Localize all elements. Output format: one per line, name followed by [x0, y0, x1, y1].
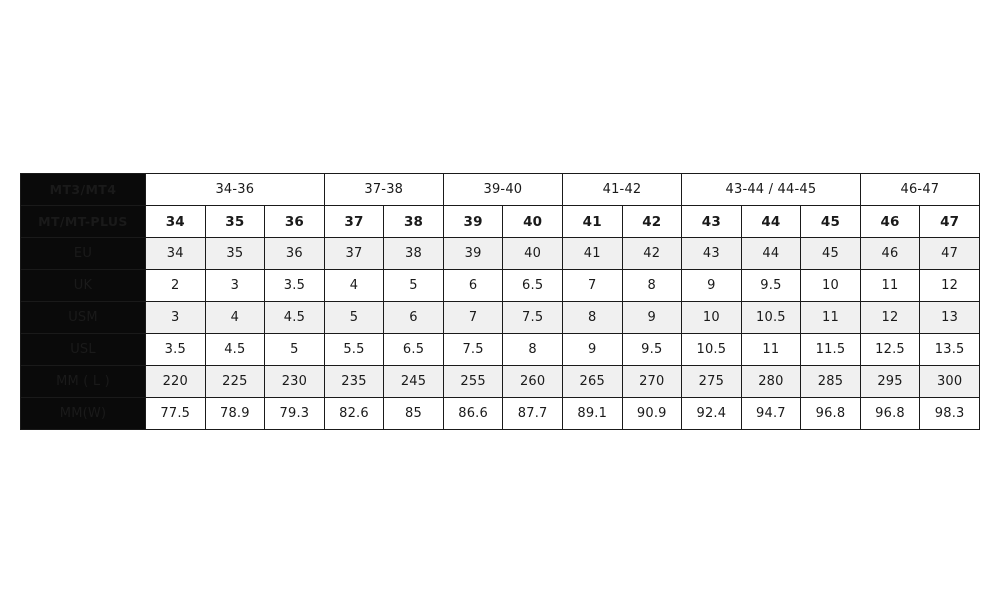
row-label-mt-mt-plus: MT/MT-PLUS: [21, 206, 146, 238]
cell-uk-5: 6: [443, 270, 503, 302]
cell-usl-10: 11: [741, 334, 801, 366]
cell-eu-13: 47: [920, 238, 980, 270]
table-row-usl: [21, 334, 980, 366]
cell-uk-12: 11: [860, 270, 920, 302]
cell-usm-4: 6: [384, 302, 444, 334]
row-label-uk: UK: [21, 270, 146, 302]
table-row-uk: [21, 270, 980, 302]
cell-mm-l-5: 255: [443, 366, 503, 398]
cell-uk-8: 8: [622, 270, 682, 302]
cell-size-11: 45: [801, 206, 861, 238]
cell-uk-4: 5: [384, 270, 444, 302]
row-label-mm-l: MM ( L ): [21, 366, 146, 398]
cell-usl-8: 9.5: [622, 334, 682, 366]
cell-size-10: 44: [741, 206, 801, 238]
cell-mm-w-5: 86.6: [443, 398, 503, 430]
table-row-group-header: [21, 174, 980, 206]
cell-usm-13: 13: [920, 302, 980, 334]
cell-mm-l-2: 230: [265, 366, 325, 398]
cell-size-12: 46: [860, 206, 920, 238]
cell-mm-w-13: 98.3: [920, 398, 980, 430]
size-chart-container: [20, 173, 980, 430]
cell-eu-12: 46: [860, 238, 920, 270]
group-header-34-36: 34-36: [146, 174, 325, 206]
cell-eu-0: 34: [146, 238, 206, 270]
cell-usl-4: 6.5: [384, 334, 444, 366]
cell-mm-l-12: 295: [860, 366, 920, 398]
cell-size-3: 37: [324, 206, 384, 238]
cell-uk-10: 9.5: [741, 270, 801, 302]
row-label-usm: USM: [21, 302, 146, 334]
cell-size-5: 39: [443, 206, 503, 238]
cell-eu-9: 43: [682, 238, 742, 270]
cell-mm-w-7: 89.1: [562, 398, 622, 430]
cell-eu-2: 36: [265, 238, 325, 270]
row-label-mm-w: MM(W): [21, 398, 146, 430]
cell-mm-w-2: 79.3: [265, 398, 325, 430]
cell-uk-3: 4: [324, 270, 384, 302]
group-header-41-42: 41-42: [562, 174, 681, 206]
cell-usl-12: 12.5: [860, 334, 920, 366]
cell-uk-6: 6.5: [503, 270, 563, 302]
cell-eu-5: 39: [443, 238, 503, 270]
row-label-usl: USL: [21, 334, 146, 366]
cell-uk-11: 10: [801, 270, 861, 302]
cell-mm-w-12: 96.8: [860, 398, 920, 430]
row-label-mt3-mt4: MT3/MT4: [21, 174, 146, 206]
cell-mm-w-11: 96.8: [801, 398, 861, 430]
cell-uk-9: 9: [682, 270, 742, 302]
cell-usl-1: 4.5: [205, 334, 265, 366]
cell-mm-w-0: 77.5: [146, 398, 206, 430]
cell-size-1: 35: [205, 206, 265, 238]
cell-mm-l-0: 220: [146, 366, 206, 398]
cell-usm-5: 7: [443, 302, 503, 334]
cell-uk-0: 2: [146, 270, 206, 302]
cell-mm-w-6: 87.7: [503, 398, 563, 430]
group-header-39-40: 39-40: [443, 174, 562, 206]
cell-usm-9: 10: [682, 302, 742, 334]
cell-usm-1: 4: [205, 302, 265, 334]
cell-eu-1: 35: [205, 238, 265, 270]
cell-usm-12: 12: [860, 302, 920, 334]
cell-usl-7: 9: [562, 334, 622, 366]
cell-usl-2: 5: [265, 334, 325, 366]
cell-usm-2: 4.5: [265, 302, 325, 334]
cell-eu-11: 45: [801, 238, 861, 270]
row-label-eu: EU: [21, 238, 146, 270]
cell-usl-11: 11.5: [801, 334, 861, 366]
cell-usl-0: 3.5: [146, 334, 206, 366]
cell-mm-l-3: 235: [324, 366, 384, 398]
table-row-mm-w: [21, 398, 980, 430]
cell-usm-8: 9: [622, 302, 682, 334]
cell-usl-9: 10.5: [682, 334, 742, 366]
table-row-sizes: [21, 206, 980, 238]
cell-mm-w-3: 82.6: [324, 398, 384, 430]
cell-usm-6: 7.5: [503, 302, 563, 334]
cell-uk-1: 3: [205, 270, 265, 302]
cell-mm-w-10: 94.7: [741, 398, 801, 430]
cell-mm-w-4: 85: [384, 398, 444, 430]
cell-usm-7: 8: [562, 302, 622, 334]
table-row-mm-l: [21, 366, 980, 398]
cell-eu-6: 40: [503, 238, 563, 270]
cell-uk-13: 12: [920, 270, 980, 302]
cell-usm-3: 5: [324, 302, 384, 334]
cell-usl-3: 5.5: [324, 334, 384, 366]
cell-mm-l-1: 225: [205, 366, 265, 398]
cell-usl-5: 7.5: [443, 334, 503, 366]
table-row-usm: [21, 302, 980, 334]
cell-mm-l-13: 300: [920, 366, 980, 398]
group-header-46-47: 46-47: [860, 174, 979, 206]
cell-mm-w-1: 78.9: [205, 398, 265, 430]
cell-usm-10: 10.5: [741, 302, 801, 334]
cell-uk-7: 7: [562, 270, 622, 302]
cell-eu-3: 37: [324, 238, 384, 270]
table-row-eu: [21, 238, 980, 270]
cell-mm-l-4: 245: [384, 366, 444, 398]
cell-size-6: 40: [503, 206, 563, 238]
cell-usm-11: 11: [801, 302, 861, 334]
cell-size-9: 43: [682, 206, 742, 238]
cell-uk-2: 3.5: [265, 270, 325, 302]
cell-size-7: 41: [562, 206, 622, 238]
cell-eu-7: 41: [562, 238, 622, 270]
cell-size-8: 42: [622, 206, 682, 238]
cell-usm-0: 3: [146, 302, 206, 334]
size-conversion-table: [20, 173, 980, 430]
cell-usl-13: 13.5: [920, 334, 980, 366]
cell-mm-l-8: 270: [622, 366, 682, 398]
cell-mm-w-9: 92.4: [682, 398, 742, 430]
cell-eu-4: 38: [384, 238, 444, 270]
group-header-43-45: 43-44 / 44-45: [682, 174, 861, 206]
cell-mm-l-10: 280: [741, 366, 801, 398]
cell-size-0: 34: [146, 206, 206, 238]
cell-size-2: 36: [265, 206, 325, 238]
cell-eu-8: 42: [622, 238, 682, 270]
cell-eu-10: 44: [741, 238, 801, 270]
group-header-37-38: 37-38: [324, 174, 443, 206]
cell-size-4: 38: [384, 206, 444, 238]
cell-mm-l-9: 275: [682, 366, 742, 398]
cell-usl-6: 8: [503, 334, 563, 366]
cell-mm-l-11: 285: [801, 366, 861, 398]
cell-mm-l-7: 265: [562, 366, 622, 398]
cell-size-13: 47: [920, 206, 980, 238]
cell-mm-w-8: 90.9: [622, 398, 682, 430]
cell-mm-l-6: 260: [503, 366, 563, 398]
